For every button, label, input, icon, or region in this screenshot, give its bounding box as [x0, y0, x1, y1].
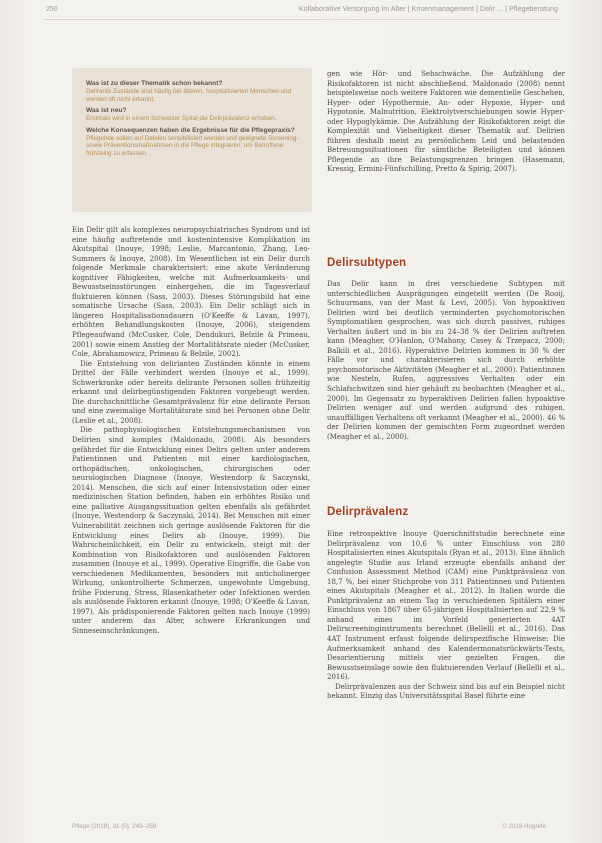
paragraph: Die pathophysiologischen Entstehungsmechanismen von Delirien sind komplex (Maldonado, 2008). Als besonders gefährdet für die Entwicklung eines Delirs gelten unter anderem Patientinnen und Patienten mit einer kardiologischen, orthopädischen, onkologischen, chirurgischen oder neurologischen Diagnose (Inouye, Westendorp & Saczynski, 2014). Menschen, die sich auf einer Intensivstation oder einer medizinischen Station befinden, haben ein erhöhtes Risiko und eine palliative Ausgangssituation gelten ebenfalls als gefährdet (Inouye, Westendorp & Saczynski, 2014). Bei Menschen mit einer Vulnerabilität zeichnen sich geringe auslösende Faktoren für die Entwicklung eines Delirs ab (Inouye, 1999). Die Wahrscheinlichkeit, ein Delir zu entwickeln, steigt mit der Kombination von Risikofaktoren und auslösenden Faktoren zusammen (Inouye et al., 1999). Operative Eingriffe, die Gabe von verschiedenen Medikamenten, besonders mit anticholinerger Wirkung, unkontrollierte Schmerzen, ungewohnte Umgebung, frühe Fixierung, Stress, Blasenkatheter oder Infektionen werden als auslösende Faktoren erkannt (Inouye, 1998; O'Keeffe & Lavan, 1997). Als prädisponierende Faktoren gelten nach Inouye (1999) unter anderem das Alter, schwere Erkrankungen und Sinneseinschränkungen. [72, 426, 310, 635]
paragraph: Die Entstehung von delirianten Zuständen könnte in einem Drittel der Fälle verhindert werden (Inouye et al., 1999). Schwerkranke oder bereits delirante Personen sollen frühzeitig erkannt und delirbegünstigenden Faktoren vorgebeugt werden. Die durchschnittliche Gesamtprävalenz für eine delirante Person und eine zweimalige Mortalitätsrate sind bei Personen ohne Delir (Leslie et al., 2008). [72, 359, 310, 425]
infobox-question: Welche Konsequenzen haben die Ergebnisse für die Pflegepraxis? [86, 126, 295, 134]
page-header [0, 6, 602, 18]
paragraph: Das Delir kann in drei verschiedene Subtypen mit unterschiedlichen Ausprägungen eingeteilt werden (De Rooij, Schuurmans, van der Mast & Levi, 2005). Von hypoaktiven Delirien wird bei deutlich verminderten psychomotorischen Symptomatiken gesprochen, was sich durch passives, ruhiges Verhalten äußert und in bis zu 24–38 % der Delirien auftreten kann (Meagher, O'Hanlon, O'Mahony, Casey & Trzepacz, 2000; Balkili et al., 2016). Hyperaktive Delirien kommen in 30 % der Fälle vor und charakterisieren sich durch erhöhte psychomotorische Aktivitäten (Meagher et al., 2000). Patientinnen wie Nesteln, Rufen, aggressives Verhalten oder ein Schlafschwitzen sind hier gehäuft zu beobachten (Meagher et al., 2000). Im Gegensatz zu hyperaktiven Delirien fallen hypoaktive Delirien weniger auf und werden aufgrund des ruhigen, unauffälligen Verhaltens oft verkannt (Meagher et al., 2000). 46 % der Delirien kommen der gemischten Form zugeordnet werden (Meagher et al., 2000). [327, 280, 565, 441]
prevalence-text [327, 530, 565, 702]
infobox-answer: Delirante Zustände sind häufig bei älteren, hospitalisierten Menschen und werden oft nicht erkannt. [86, 88, 292, 103]
footer-citation: Pflege (2018), 31 (5), 249–258 [72, 823, 157, 830]
footer-copyright: © 2018 Hogrefe [502, 823, 546, 830]
infobox-answer: Erstmals wird in einem Schweizer Spital die Delirprävalenz erhoben. [86, 115, 277, 123]
header-rule [44, 19, 560, 20]
subtypes-text [327, 280, 565, 442]
page-number: 250 [46, 6, 58, 13]
paragraph: Ein Delir gilt als komplexes neuropsychiatrisches Syndrom und ist eine häufig auftretende und kostenintensive Komplikation im Akutspital (Inouye, 1998; Leslie, Marcantonio, Zhang, Leo-Summers & Inouye, 2008). Im Wesentlichen ist ein Delir durch folgende Merkmale charakterisiert: eine akute Veränderung kognitiver Fähigkeiten, welche mit Aufmerksamkeits- und Bewusstseinsstörungen einhergehen, die im Tagesverlauf fluktuieren können (Sass, 2003). Dieses Störungsbild hat eine somatische Ursache (Sass, 2003). Ein Delir schlägt sich in längeren Hospitalisationsdauern (O'Keeffe & Lavan, 1997), erhöhten Behandlungskosten (Inouye, 2006), steigendem Pflegeaufwand (McCusker, Cole, Dendukuri, Belzile & Primeau, 2001) sowie einem Anstieg der Mortalitätsrate nieder (McCusker, Cole, Abrahamowicz, Primeau & Belzile, 2002). [72, 226, 310, 359]
page-footer [0, 823, 602, 833]
infobox-question: Was ist neu? [86, 107, 127, 115]
paragraph: Eine retrospektive Inouye Querschnittstudie berechnete eine Delirprävalenz von 10,6 % unter Einschluss von 280 Hospitalisierten eines Akutspitals (Ryan et al., 2013). Eine ähnlich angelegte Studie aus Irland erzeugte ebenfalls anhand der Confusion Assessment Method (CAM) eine Punktprävalenz von 18,7 %, bei einer Stichprobe von 311 Patientinnen und Patienten eines Akutspitals (Meagher et al., 2012). In Italien wurde die Punktprävalenz an einem Tag in verschiedenen Spitälern einer Einschluss von 1867 über 65-jährigen Hospitalisierten auf 22,9 % anhand eines im Vorfeld generierten 4AT Delirscreeninginstruments berechnet (Bellelli et al., 2016). Das 4AT Instrument erfasst folgende delirspezifische Hinweise: Die Aufmerksamkeit anhand des Kalendermonatsrückwärts-Tests, Desorientierung mittels vier gezielten Fragen, die Bewusstseinslage sowie den fluktuierenden Verlauf (Bellelli et al., 2016). [327, 530, 565, 682]
paragraph: Delirprävalenzen aus der Schweiz sind bis auf ein Beispiel nicht bekannt. Einzig das Universitätsspital Basel führte eine [327, 682, 565, 701]
section-heading-subtypes: Delirsubtypen [327, 257, 407, 269]
right-column-intro [327, 70, 565, 175]
section-heading-prevalence: Delirprävalenz [327, 506, 409, 518]
left-column [72, 226, 310, 637]
paragraph: gen wie Hör- und Sehschwäche. Die Aufzählung der Risikofaktoren ist nicht abschließend. Maldonado (2008) nennt beispielsweise noch weitere Faktoren wie dementielle Geschehen, Hyper- oder Hypothermie, An- oder Hypoxie, Hyper- und Hypotonie, Malnutrition, Elektrolytverschiebungen sowie Hyper- oder Hypoglykämie. Die Aufzählung der Risikofaktoren zeigt die Komplexität und Vielseitigkeit dieser Thematik auf. Delirien führen deshalb meist zu persönlichem Leid und belastenden Betreuungssituationen für sämtliche Beteiligten und können Pflegende an ihre Belastungsgrenzen bringen (Hasemann, Kressig, Ermini-Fünfschilling, Pretto & Spirig, 2007). [327, 70, 565, 174]
infobox-question: Was ist zu dieser Thematik schon bekannt? [86, 80, 223, 87]
running-title: Kollaborative Versorgung im Alter | Krisenmanagement | Delir ... | Pflegeberatung [298, 6, 558, 13]
infobox-answer: Pflegende sollen auf Delirien sensibilisiert werden und geeignete Screening- sowie Präventionsmaßnahmen in die Pflege integrieren, um Betroffene frühzeitig zu erfassen. [86, 134, 299, 157]
summary-infobox [72, 68, 312, 212]
